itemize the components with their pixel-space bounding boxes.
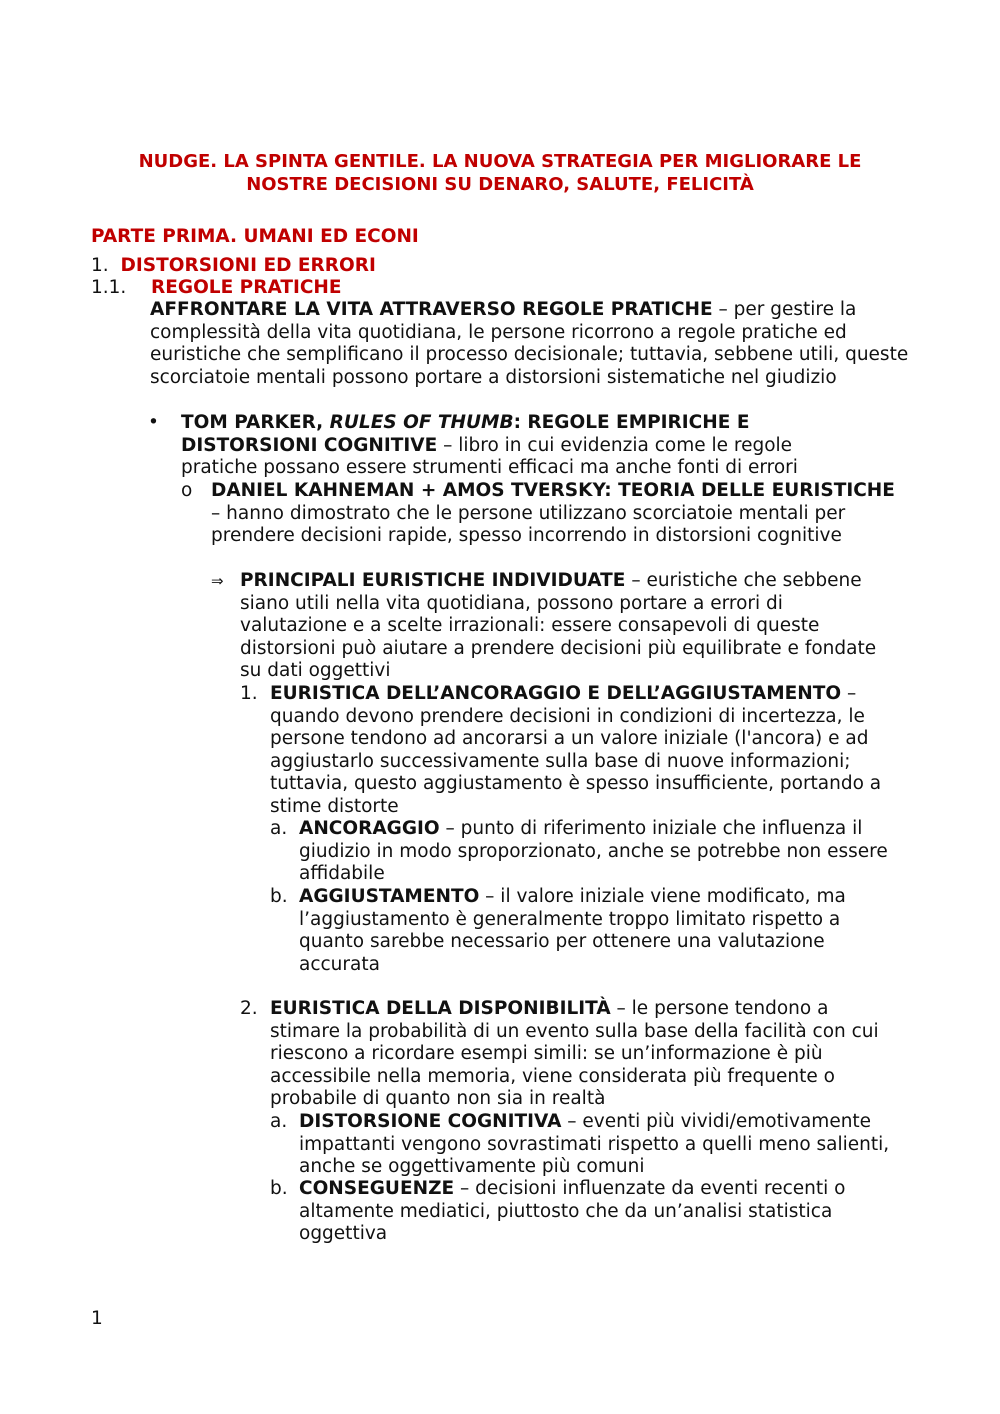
item-1b-paragraph: [299, 886, 889, 976]
sub-bullet-paragraph: [211, 480, 901, 548]
item-1b-letter: b.: [270, 886, 288, 907]
item-1-bold: EURISTICA DELL’ANCORAGGIO E DELL’AGGIUSTAMENTO: [270, 683, 842, 704]
intro-paragraph: [150, 299, 910, 389]
document-title: [90, 150, 910, 196]
item-1-paragraph: [270, 683, 898, 819]
bullet-bold-2: : REGOLE EMPIRICHE E DISTORSIONI COGNITIVE: [181, 412, 750, 456]
bullet-bold-1: TOM PARKER,: [181, 412, 330, 433]
item-2-paragraph: [270, 998, 895, 1111]
item-1a-paragraph: [299, 818, 899, 886]
arrow-bold: PRINCIPALI EURISTICHE INDIVIDUATE: [240, 570, 626, 591]
item-1-text: – quando devono prendere decisioni in condizioni di incertezza, le persone tendono ad ancorarsi a un valore iniziale (l'ancora) e ad aggiustarlo successivamente sulla base di nuove informazioni; tuttavia, questo aggiustamento è spesso insufficiente, portando a stime distorte: [270, 683, 882, 817]
item-2b-letter: b.: [270, 1178, 288, 1199]
subsection-heading: [91, 277, 342, 298]
bullet-italic: RULES OF THUMB: [329, 412, 514, 433]
bullet-paragraph: [181, 412, 841, 480]
subsection-title: REGOLE PRATICHE: [151, 277, 342, 298]
intro-text: – per gestire la complessità della vita quotidiana, le persone ricorrono a regole pratiche ed euristiche che semplificano il processo decisionale; tuttavia, sebbene utili, queste scorciatoie mentali possono portare a distorsioni sistematiche nel giudizio: [150, 299, 909, 388]
section-title: DISTORSIONI ED ERRORI: [120, 255, 376, 276]
subsection-number: 1.1.: [91, 277, 127, 298]
part-heading: PARTE PRIMA. UMANI ED ECONI: [91, 226, 419, 247]
item-2a-paragraph: [299, 1111, 905, 1179]
bullet-marker: •: [148, 412, 159, 433]
item-2b-paragraph: [299, 1178, 879, 1246]
item-1b-bold: AGGIUSTAMENTO: [299, 886, 480, 907]
item-2-number: 2.: [240, 998, 258, 1019]
bullet-text: – libro in cui evidenzia come le regole pratiche possano essere strumenti efficaci ma anche fonti di errori: [181, 434, 798, 479]
item-1b-text: – il valore iniziale viene modificato, ma l’aggiustamento è generalmente troppo limitato rispetto a quanto sarebbe necessario per ottenere una valutazione accurata: [299, 886, 846, 975]
arrow-icon: ⇒: [211, 572, 224, 590]
item-2b-text: – decisioni influenzate da eventi recenti o altamente mediatici, piuttosto che da un’analisi statistica oggettiva: [299, 1178, 846, 1245]
title-line-2: NOSTRE DECISIONI SU DENARO, SALUTE, FELICITÀ: [246, 174, 754, 195]
item-2-text: – le persone tendono a stimare la probabilità di un evento sulla base della facilità con cui riescono a ricordare esempi simili: se un’informazione è più accessibile nella memoria, viene considerata più frequente o probabile di quanto non sia in realtà: [270, 998, 879, 1110]
sub-bullet-bold: DANIEL KAHNEMAN + AMOS TVERSKY: TEORIA DELLE EURISTICHE: [211, 480, 895, 501]
sub-bullet-marker: o: [181, 480, 193, 501]
item-2a-bold: DISTORSIONE COGNITIVA: [299, 1111, 562, 1132]
page-number: 1: [91, 1308, 103, 1329]
arrow-text: – euristiche che sebbene siano utili nella vita quotidiana, possono portare a errori di valutazione e a scelte irrazionali: essere consapevoli di queste distorsioni può aiutare a prendere decisioni più equilibrate e fondate su dati oggettivi: [240, 570, 877, 682]
item-1-number: 1.: [240, 683, 258, 704]
item-1a-text: – punto di riferimento iniziale che influenza il giudizio in modo sproporzionato, anche se potrebbe non essere affidabile: [299, 818, 888, 885]
arrow-paragraph: [240, 570, 895, 683]
section-heading: [91, 255, 376, 276]
item-2a-letter: a.: [270, 1111, 288, 1132]
sub-bullet-text: – hanno dimostrato che le persone utilizzano scorciatoie mentali per prendere decisioni rapide, spesso incorrendo in distorsioni cognitive: [211, 502, 846, 547]
item-2a-text: – eventi più vividi/emotivamente impattanti vengono sovrastimati rispetto a quelli meno salienti, anche se oggettivamente più comuni: [299, 1111, 890, 1178]
item-2b-bold: CONSEGUENZE: [299, 1178, 455, 1199]
item-2-bold: EURISTICA DELLA DISPONIBILITÀ: [270, 998, 611, 1019]
section-number: 1.: [91, 255, 109, 276]
title-line-1: NUDGE. LA SPINTA GENTILE. LA NUOVA STRATEGIA PER MIGLIORARE LE: [138, 151, 862, 172]
item-1a-bold: ANCORAGGIO: [299, 818, 440, 839]
item-1a-letter: a.: [270, 818, 288, 839]
intro-bold: AFFRONTARE LA VITA ATTRAVERSO REGOLE PRATICHE: [150, 299, 713, 320]
